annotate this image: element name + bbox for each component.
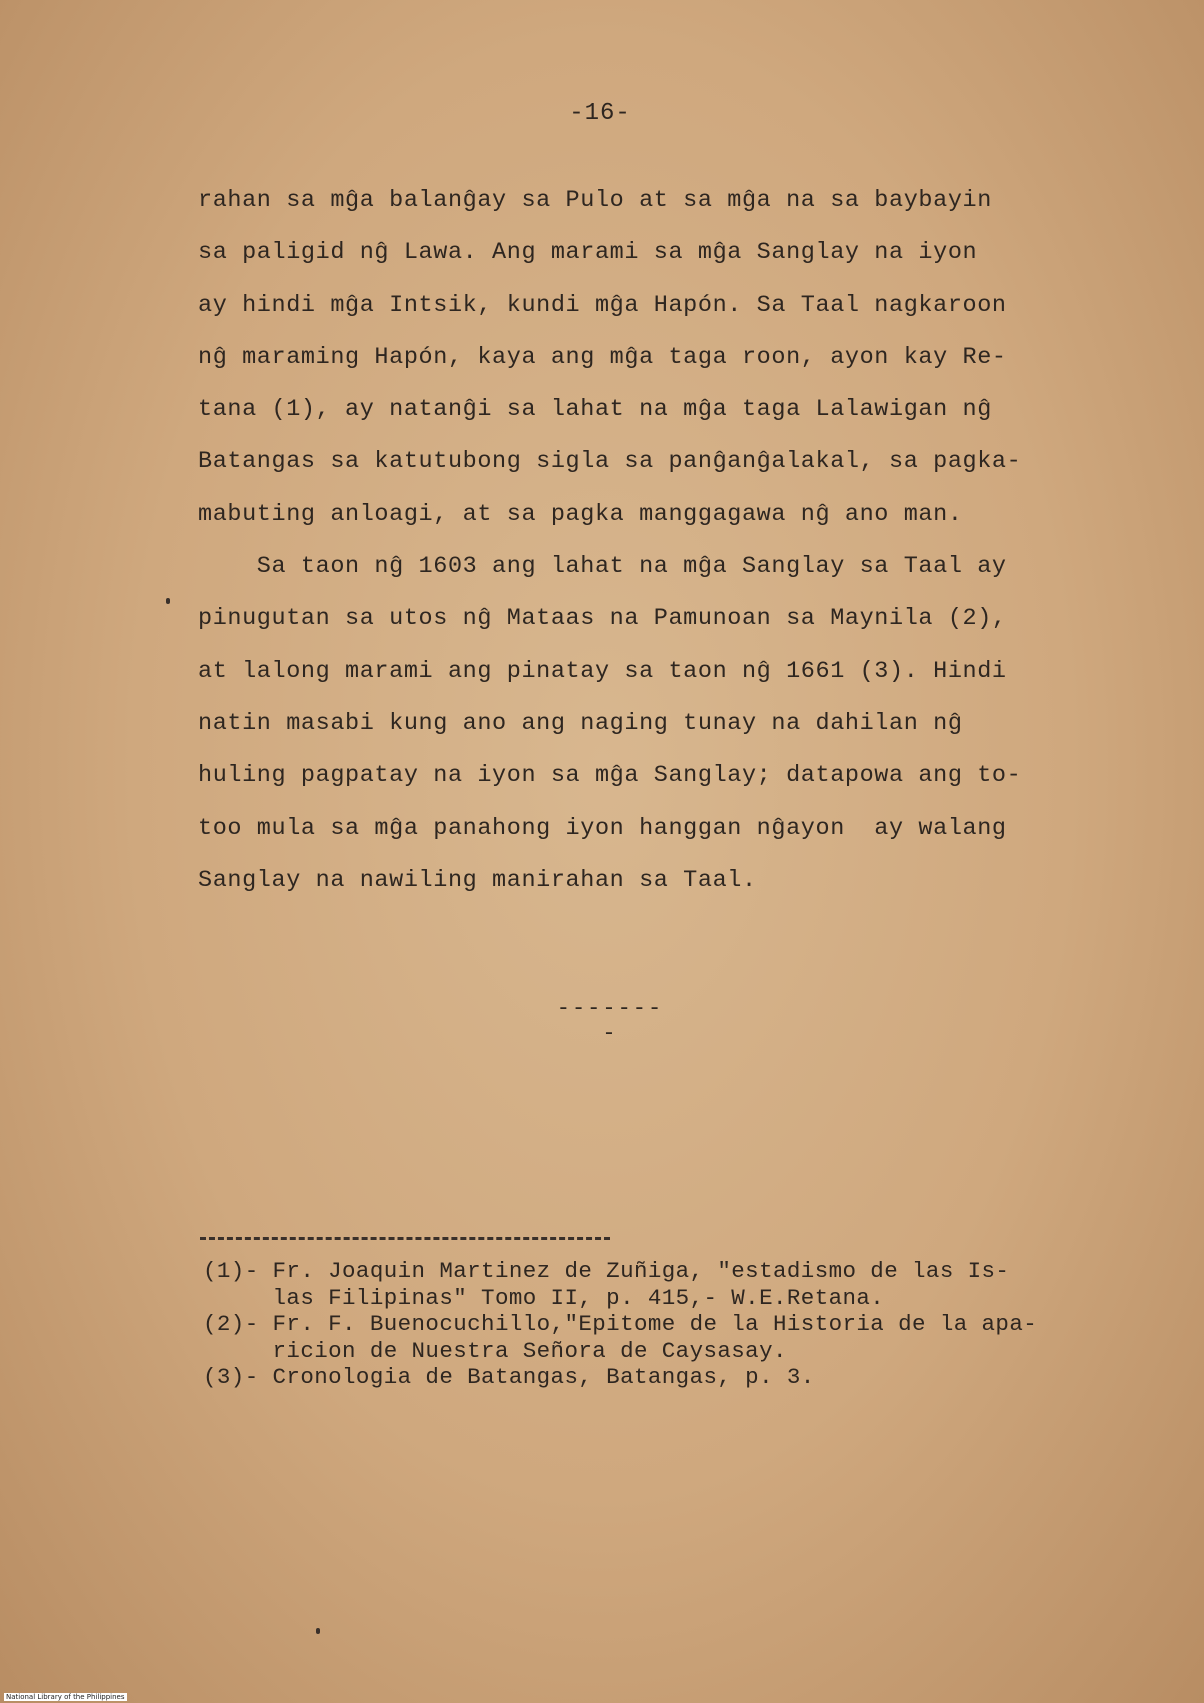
body-text xyxy=(198,175,1078,907)
footnote-line: ricion de Nuestra Señora de Caysasay. xyxy=(203,1337,787,1364)
text-line: ay hindi mĝa Intsik, kundi mĝa Hapón. Sa Taal nagkaroon xyxy=(198,291,1007,319)
text-line: Sanglay na nawiling manirahan sa Taal. xyxy=(198,866,757,894)
text-line: at lalong marami ang pinatay sa taon nĝ 1661 (3). Hindi xyxy=(198,657,1007,685)
text-line: tana (1), ay natanĝi sa lahat na mĝa taga Lalawigan nĝ xyxy=(198,396,992,424)
text-line: mabuting anloagi, at sa pagka manggagawa nĝ ano man. xyxy=(198,500,963,528)
footnote-divider xyxy=(200,1237,610,1240)
text-line: Sa taon nĝ 1603 ang lahat na mĝa Sanglay sa Taal ay xyxy=(198,553,1007,581)
text-line: nĝ maraming Hapón, kaya ang mĝa taga roon, ayon kay Re- xyxy=(198,343,1007,371)
ink-speck xyxy=(316,1628,320,1634)
text-line: pinugutan sa utos nĝ Mataas na Pamunoan sa Maynila (2), xyxy=(198,605,1007,633)
ink-speck xyxy=(166,598,170,604)
footnote-line: (2)- Fr. F. Buenocuchillo,"Epitome de la Historia de la apa- xyxy=(203,1311,1038,1337)
text-line: rahan sa mĝa balanĝay sa Pulo at sa mĝa na sa baybayin xyxy=(198,187,992,214)
library-credit: National Library of the Philippines xyxy=(6,1693,125,1701)
text-line: huling pagpatay na iyon sa mĝa Sanglay; datapowa ang to- xyxy=(198,762,1022,790)
text-line: natin masabi kung ano ang naging tunay na dahilan nĝ xyxy=(198,709,963,737)
section-separator: -------- xyxy=(556,996,664,1046)
page-number: -16- xyxy=(569,100,631,127)
footnotes xyxy=(203,1258,1143,1391)
footnote-line: las Filipinas" Tomo II, p. 415,- W.E.Retana. xyxy=(203,1284,885,1311)
footnote-line: (3)- Cronologia de Batangas, Batangas, p. 3. xyxy=(203,1364,815,1390)
text-line: sa paligid nĝ Lawa. Ang marami sa mĝa Sanglay na iyon xyxy=(198,239,978,267)
text-line: too mula sa mĝa panahong iyon hanggan nĝayon ay walang xyxy=(198,814,1007,842)
footnote-line: (1)- Fr. Joaquin Martinez de Zuñiga, "estadismo de las Is- xyxy=(203,1258,1010,1284)
text-line: Batangas sa katutubong sigla sa panĝanĝalakal, sa pagka- xyxy=(198,448,1022,476)
